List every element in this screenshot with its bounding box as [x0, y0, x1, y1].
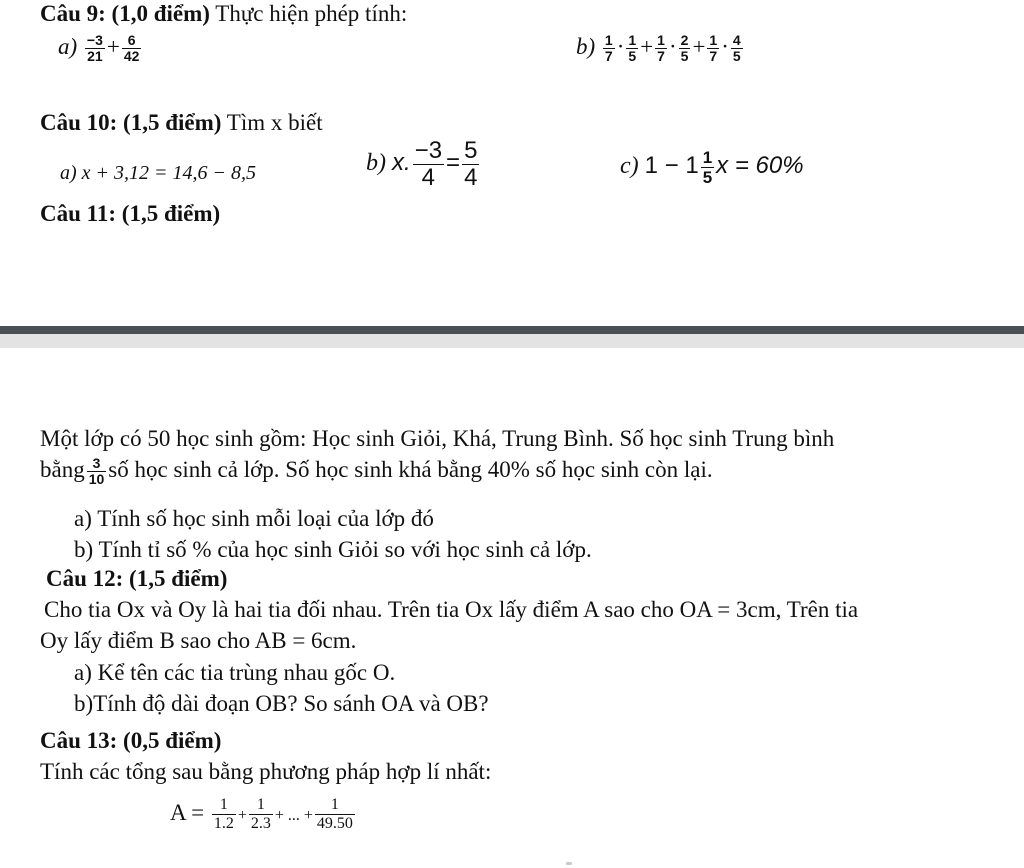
fraction: $\frac{5}{4}$ [464, 137, 478, 191]
q13-formula [170, 796, 357, 833]
fraction: $\frac{1}{7}$ [604, 32, 613, 65]
q13-title: Câu 13: (0,5 điểm) [40, 728, 222, 753]
page-separator-shadow [0, 334, 1024, 348]
fraction: $\frac{1}{1.2}$ [213, 796, 234, 832]
fraction: $\frac{4}{5}$ [732, 32, 741, 65]
dot-operator: · [721, 34, 729, 59]
q12-item-a: a) Kể tên các tia trùng nhau gốc O. [74, 660, 396, 685]
q11-line2-pre: bằng [40, 457, 85, 482]
q10-part-b [366, 138, 481, 191]
plus-sign: + [237, 806, 247, 824]
q10-c-pre: 1 − 1 [644, 152, 699, 180]
q10-c-label: c) [620, 153, 639, 180]
page-mark [566, 862, 572, 865]
q12-line-2: Oy lấy điểm B sao cho AB = 6cm. [40, 628, 357, 653]
q11-line2-post: số học sinh cả lớp. Số học sinh khá bằng 40% số học sinh còn lại. [108, 457, 713, 482]
q11-title: Câu 11: (1,5 điểm) [40, 201, 221, 226]
q9-title: Câu 9: (1,0 điểm) [40, 1, 210, 26]
fraction: $\frac{1}{49.50}$ [316, 796, 353, 832]
q13-instruction: Tính các tổng sau bằng phương pháp hợp lí nhất: [40, 759, 492, 784]
q11-line-2 [40, 456, 713, 487]
fraction: $\frac{-3}{4}$ [414, 137, 443, 191]
q10-b-label: b) [366, 150, 386, 177]
q9-instruction: Thực hiện phép tính: [215, 1, 408, 26]
q10-a-label: a) [60, 162, 77, 184]
q10-c-post: x = 60% [716, 152, 804, 180]
fraction: $\frac{6}{42}$ [123, 32, 140, 65]
fraction: $\frac{1}{7}$ [709, 32, 718, 65]
q10-a-expr: x + 3,12 = 14,6 − 8,5 [81, 162, 257, 184]
equals-sign: = [446, 149, 461, 177]
q10-title: Câu 10: (1,5 điểm) [40, 110, 222, 135]
q10-part-c [620, 148, 804, 187]
page-separator [0, 326, 1024, 334]
fraction: $\frac{1}{7}$ [657, 32, 665, 65]
fraction: $\frac{-3}{21}$ [86, 32, 103, 65]
fraction: $\frac{1}{5}$ [628, 32, 637, 65]
plus-sign: + [640, 34, 654, 59]
q11-item-a: a) Tính số học sinh mỗi loại của lớp đó [74, 506, 434, 531]
ellipsis-sum: + ... + [274, 806, 313, 824]
q9-b-label: b) [576, 34, 596, 59]
fraction: $\frac{3}{10}$ [88, 455, 105, 488]
q10-part-a [60, 161, 256, 185]
q12-line-1: Cho tia Ox và Oy là hai tia đối nhau. Trên tia Ox lấy điểm A sao cho OA = 3cm, Trên tia [44, 597, 859, 622]
q10-header [40, 109, 323, 137]
dot-operator: · [616, 34, 625, 59]
q13-lhs: A = [170, 799, 205, 825]
q9-header [40, 0, 407, 28]
q10-b-x: x. [392, 149, 411, 177]
q9-a-label: a) [58, 34, 78, 59]
fraction: $\frac{2}{5}$ [680, 32, 689, 65]
fraction: $\frac{1}{5}$ [702, 148, 713, 187]
q12-title: Câu 12: (1,5 điểm) [46, 566, 228, 591]
q11-item-b: b) Tính tỉ số % của học sinh Giỏi so với học sinh cả lớp. [74, 537, 592, 562]
q10-instruction: Tìm x biết [226, 110, 323, 135]
q9-part-a [58, 33, 143, 64]
plus-sign: + [692, 34, 706, 59]
q12-item-b: b)Tính độ dài đoạn OB? So sánh OA và OB? [74, 691, 489, 716]
fraction: $\frac{1}{2.3}$ [250, 796, 271, 832]
plus-sign: + [106, 34, 120, 59]
q11-line-1: Một lớp có 50 học sinh gồm: Học sinh Giỏi, Khá, Trung Bình. Số học sinh Trung bình [40, 426, 835, 451]
q9-part-b [576, 33, 745, 64]
dot-operator: · [668, 34, 677, 59]
